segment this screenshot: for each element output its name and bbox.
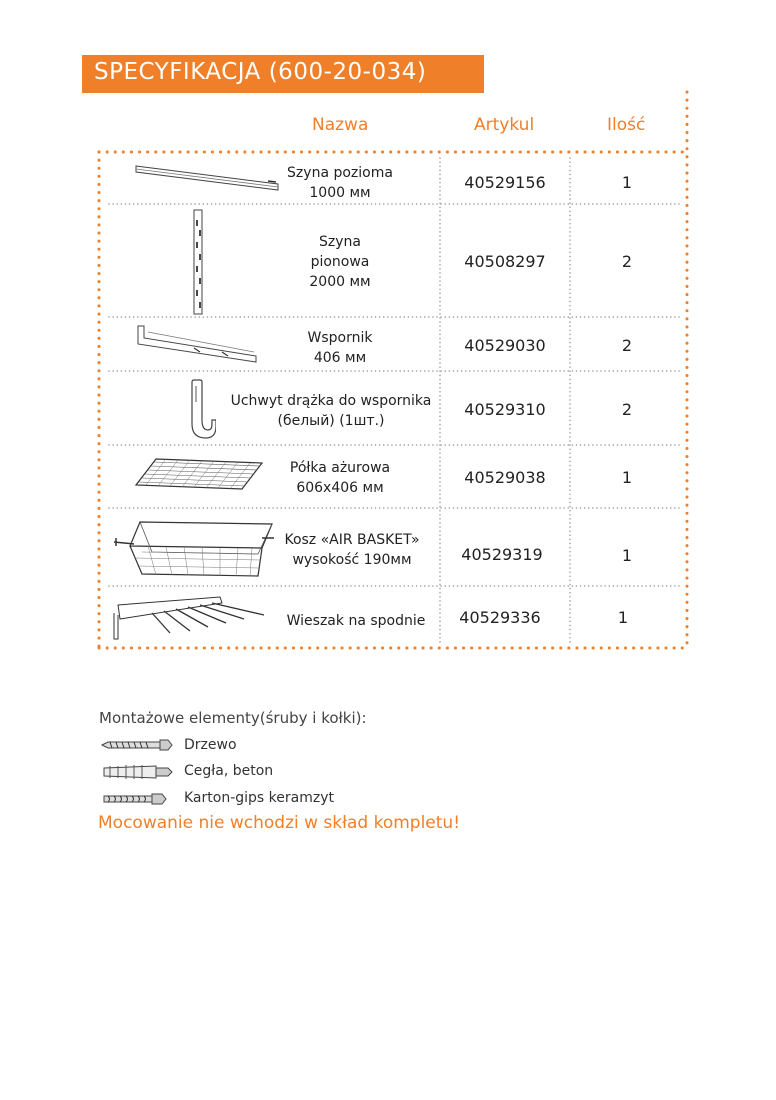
mounting-item-wood: Drzewo	[184, 737, 237, 753]
row-2-name: Szyna pionowa 2000 мм	[309, 234, 371, 290]
row-3-article: 40529030	[464, 336, 546, 355]
row-7-article: 40529336	[459, 608, 541, 627]
mounting-note: Mocowanie nie wchodzi w skład kompletu!	[98, 813, 461, 833]
rod-holder-icon	[184, 378, 216, 446]
drywall-anchor-icon	[100, 791, 180, 811]
row-7-name: Wieszak na spodnie	[286, 613, 426, 629]
row-6-name: Kosz «AIR BASKET» wysokość 190мм	[284, 532, 420, 568]
header-name: Nazwa	[312, 115, 369, 135]
row-1-name: Szyna pozioma 1000 мм	[287, 165, 393, 201]
row-1-article: 40529156	[464, 173, 546, 192]
mounting-item-drywall: Karton-gips keramzyt	[184, 790, 334, 806]
wire-shelf-icon	[134, 455, 264, 497]
wood-screw-icon	[100, 737, 180, 757]
mounting-item-brick: Cegła, beton	[184, 763, 274, 779]
trouser-hanger-icon	[112, 593, 268, 647]
bracket-icon	[134, 322, 260, 370]
vertical-rail-icon	[188, 208, 210, 320]
row-7-qty: 1	[617, 608, 629, 627]
row-5-qty: 1	[621, 468, 633, 487]
header-article: Artykul	[474, 115, 535, 135]
page-title: SPECYFIKACJA (600-20-034)	[94, 59, 427, 85]
row-2-article: 40508297	[464, 252, 546, 271]
row-5-article: 40529038	[464, 468, 546, 487]
row-4-article: 40529310	[464, 400, 546, 419]
wire-basket-icon	[112, 518, 276, 582]
row-6-article: 40529319	[461, 545, 543, 564]
header-qty: Ilość	[607, 115, 646, 135]
row-1-qty: 1	[621, 173, 633, 192]
row-2-qty: 2	[621, 252, 633, 271]
mounting-title: Montażowe elementy(śruby i kołki):	[99, 709, 367, 727]
row-4-name: Uchwyt drążka do wspornika (белый) (1шт.)	[230, 393, 432, 429]
wall-plug-icon	[100, 762, 180, 786]
row-3-name: Wspornik 406 мм	[307, 330, 373, 366]
row-6-qty: 1	[621, 546, 633, 565]
title-bar	[82, 55, 484, 93]
row-3-qty: 2	[621, 336, 633, 355]
row-5-name: Półka ażurowa 606x406 мм	[289, 460, 391, 496]
row-4-qty: 2	[621, 400, 633, 419]
